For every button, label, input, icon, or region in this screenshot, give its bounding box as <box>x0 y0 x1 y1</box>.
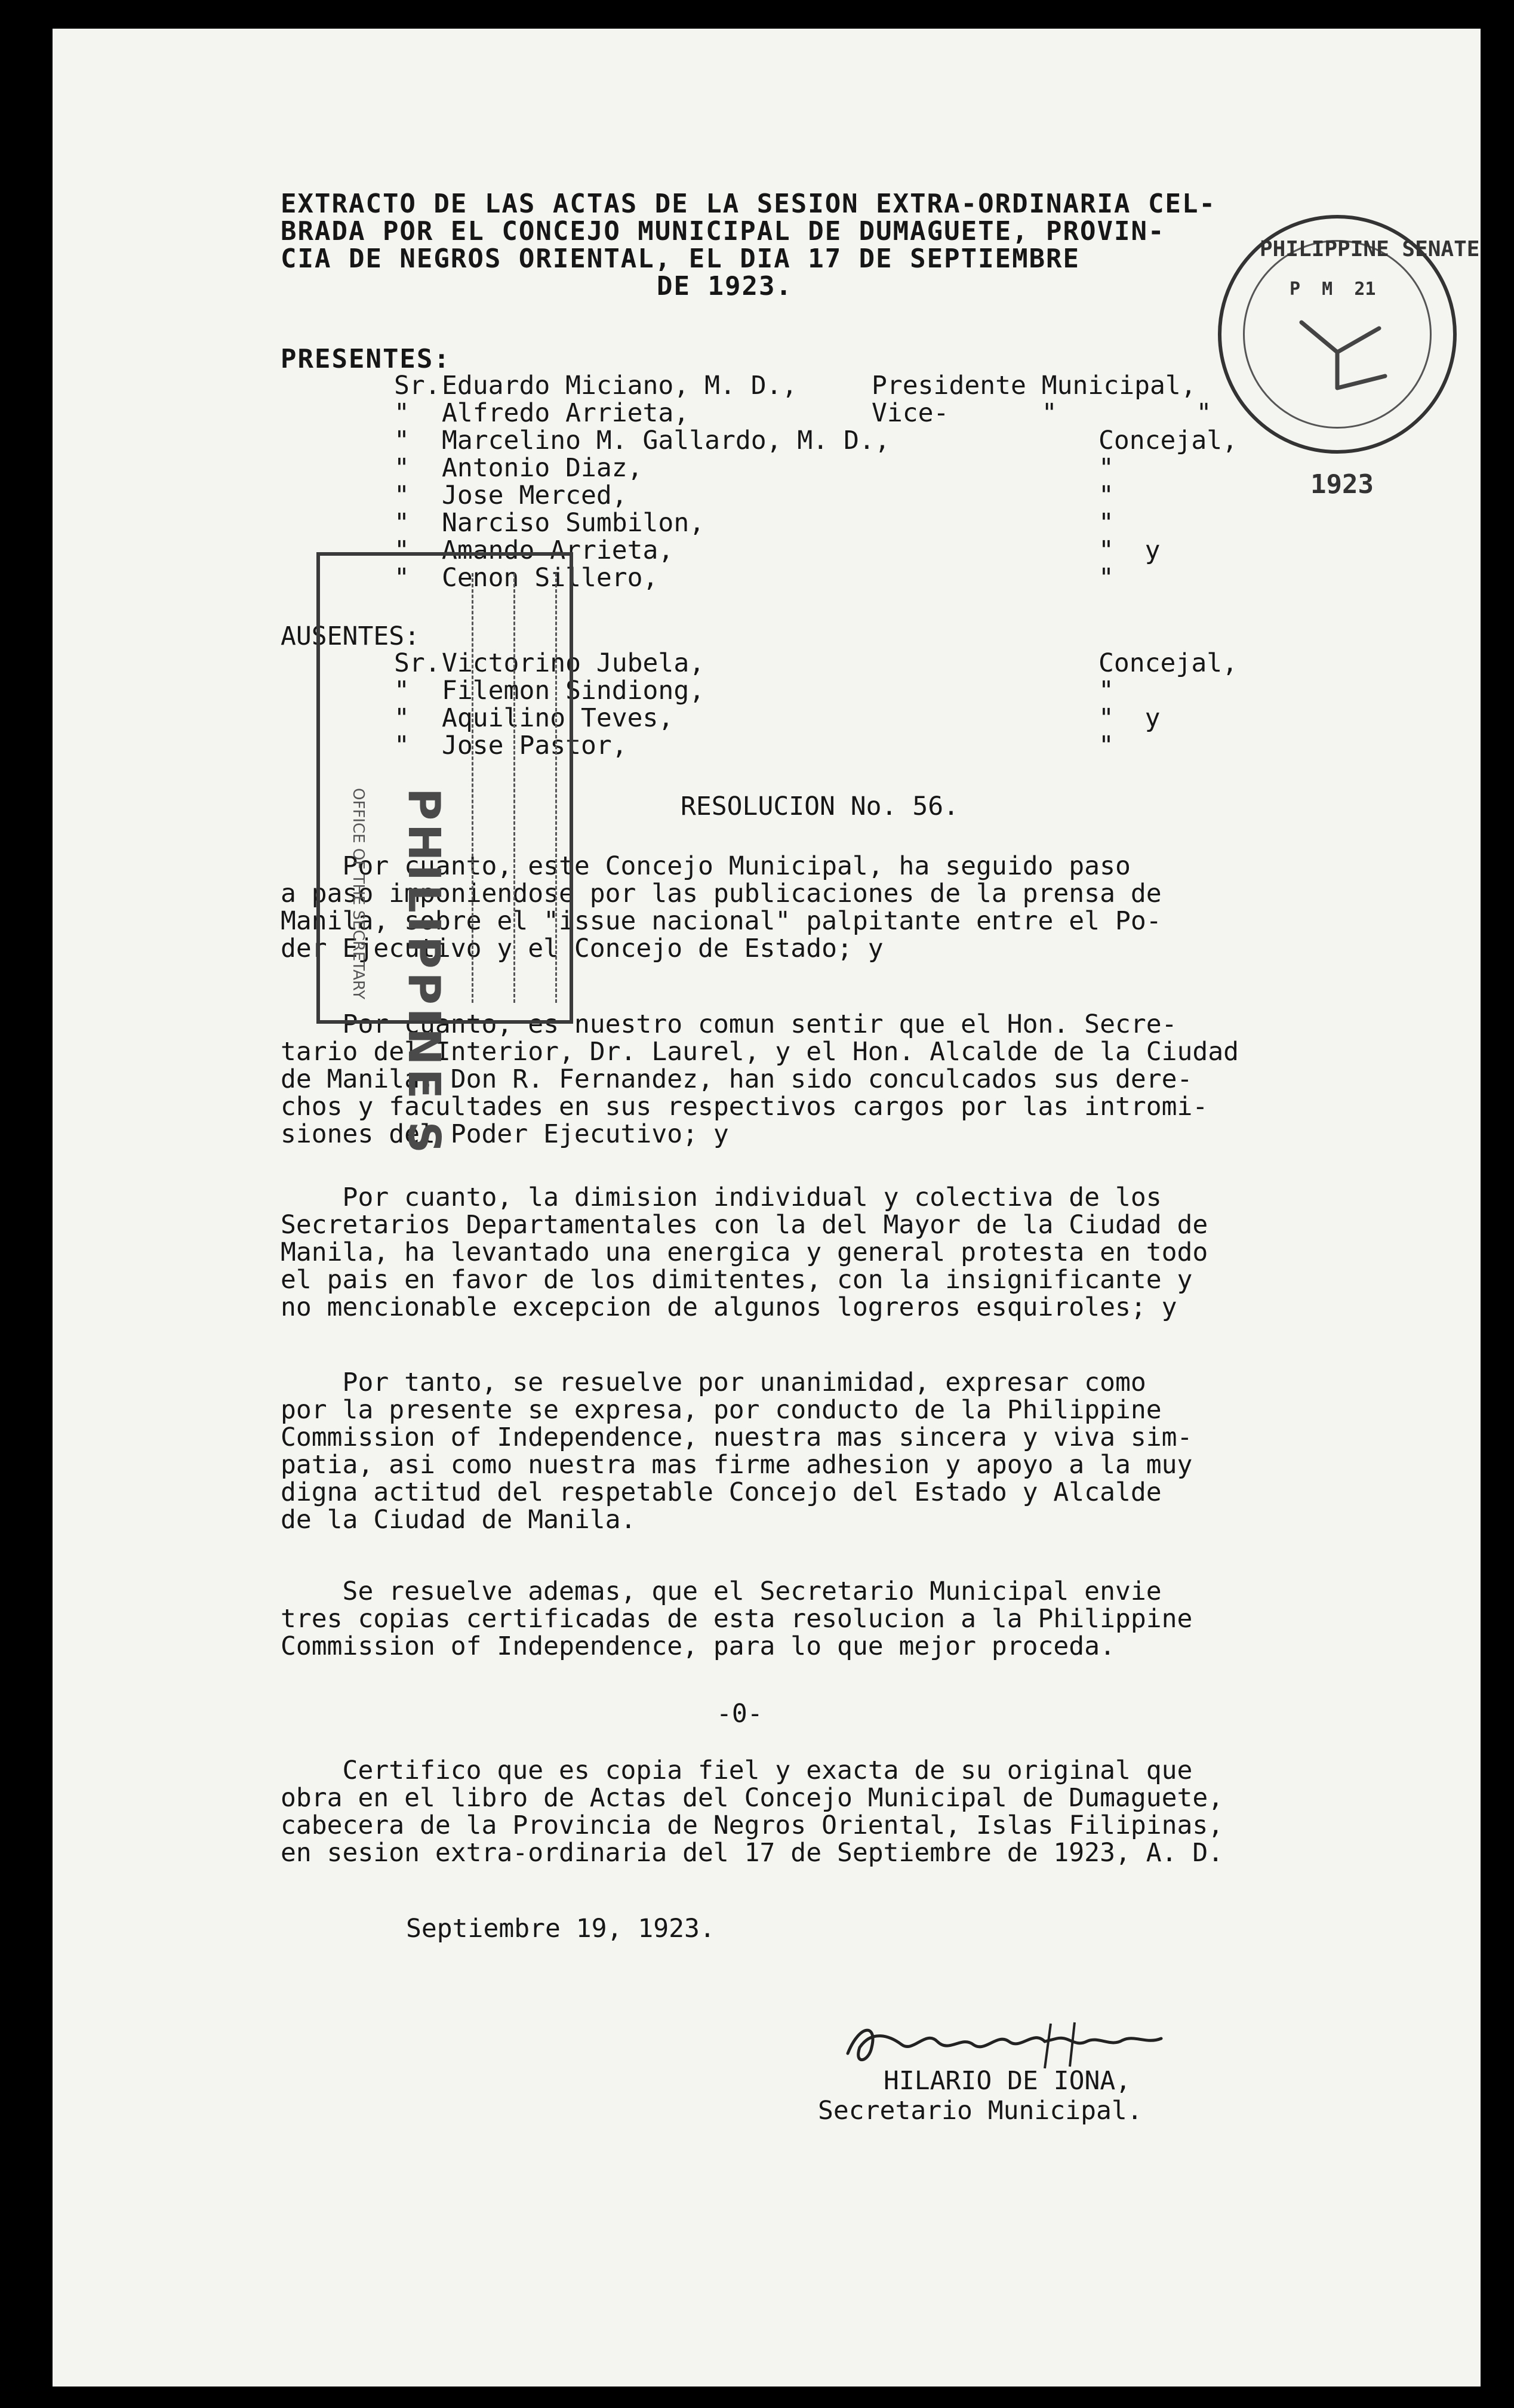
signer-position: Secretario Municipal. <box>818 2096 1143 2126</box>
paragraph-line: chos y facultades en sus respectivos cargos por las intromi- <box>281 1092 1208 1122</box>
attendee-title: " <box>1098 508 1114 538</box>
absentee-prefix: Sr. <box>394 648 441 678</box>
attendee-prefix: " <box>394 453 410 483</box>
header-line: EXTRACTO DE LAS ACTAS DE LA SESION EXTRA-ORDINARIA CEL- <box>281 189 1216 219</box>
paragraph-line: el pais en favor de los dimitentes, con la insignificante y <box>281 1265 1193 1295</box>
paragraph-line: de la Ciudad de Manila. <box>281 1505 636 1535</box>
attendee-name: Amando Arrieta, <box>442 535 674 565</box>
stamp-dashed-line <box>513 573 515 1003</box>
attendee-prefix: " <box>394 535 410 565</box>
paragraph-line: Manila, sobre el "issue nacional" palpitante entre el Po- <box>281 906 1162 936</box>
resolution-title: RESOLUCION No. 56. <box>681 792 959 821</box>
signer-name: HILARIO DE IONA, <box>884 2066 1131 2096</box>
attendee-title: " <box>1098 563 1114 593</box>
presentes-label: PRESENTES: <box>281 344 451 374</box>
paragraph-line: a paso imponiendose por las publicaciones de la prensa de <box>281 879 1162 909</box>
ausentes-label: AUSENTES: <box>281 621 420 651</box>
paragraph-line: digna actitud del respetable Concejo del Estado y Alcalde <box>281 1477 1162 1507</box>
paragraph-line: Manila, ha levantado una energica y general protesta en todo <box>281 1237 1208 1267</box>
absentee-name: Aquilino Teves, <box>442 703 674 733</box>
attendee-name: Cenon Sillero, <box>442 563 658 593</box>
attendee-title: Presidente Municipal, <box>872 371 1196 401</box>
paragraph-line: patia, asi como nuestra mas firme adhesion y apoyo a la muy <box>281 1450 1193 1480</box>
stamp-dashed-line <box>472 573 473 1003</box>
paragraph-line: Commission of Independence, para lo que mejor proceda. <box>281 1631 1115 1661</box>
paragraph-line: Secretarios Departamentales con la del Mayor de la Ciudad de <box>281 1210 1208 1240</box>
certification-line: en sesion extra-ordinaria del 17 de Septiembre de 1923, A. D. <box>281 1838 1224 1868</box>
attendee-prefix: Sr. <box>394 371 441 401</box>
separator: -0- <box>716 1699 763 1729</box>
stamp-mark-icon <box>1266 287 1409 406</box>
paragraph-line: tres copias certificadas de esta resolucion a la Philippine <box>281 1604 1193 1634</box>
attendee-name: Antonio Diaz, <box>442 453 643 483</box>
absentee-name: Jose Pastor, <box>442 731 627 760</box>
attendee-name: Narciso Sumbilon, <box>442 508 705 538</box>
paragraph-line: por la presente se expresa, por conducto de la Philippine <box>281 1395 1162 1425</box>
handwritten-signature <box>836 2012 1170 2077</box>
header-line: BRADA POR EL CONCEJO MUNICIPAL DE DUMAGUETE, PROVIN- <box>281 216 1165 247</box>
paragraph-line: Se resuelve ademas, que el Secretario Municipal envie <box>281 1576 1162 1606</box>
round-stamp-text: PHILIPPINE SENATE <box>1260 237 1480 261</box>
certification-line: obra en el libro de Actas del Concejo Municipal de Dumaguete, <box>281 1783 1224 1813</box>
paragraph-line: Commission of Independence, nuestra mas sincera y viva sim- <box>281 1422 1193 1452</box>
paragraph-line: der Ejecutivo y el Concejo de Estado; y <box>281 934 884 963</box>
stamp-dashed-line <box>555 573 557 1003</box>
absentee-name: Victorino Jubela, <box>442 648 705 678</box>
absentee-name: Filemon Sindiong, <box>442 676 705 706</box>
attendee-name: Jose Merced, <box>442 481 627 510</box>
attendee-title: " y <box>1098 535 1161 565</box>
attendee-title: " <box>1098 481 1114 510</box>
paragraph-line: no mencionable excepcion de algunos logreros esquiroles; y <box>281 1292 1177 1322</box>
paragraph-line: tario del Interior, Dr. Laurel, y el Hon. Alcalde de la Ciudad <box>281 1037 1239 1067</box>
header-line: CIA DE NEGROS ORIENTAL, EL DIA 17 DE SEPTIEMBRE <box>281 244 1081 274</box>
attendee-prefix: " <box>394 563 410 593</box>
round-stamp-marks: P M 21 <box>1290 279 1376 300</box>
absentee-prefix: " <box>394 731 410 760</box>
header-line: DE 1923. <box>657 271 793 301</box>
absentee-prefix: " <box>394 676 410 706</box>
paragraph-line: siones del Poder Ejecutivo; y <box>281 1119 729 1149</box>
paragraph-line: Por cuanto, la dimision individual y colectiva de los <box>281 1183 1162 1212</box>
paragraph-line: Por cuanto, este Concejo Municipal, ha seguido paso <box>281 851 1131 881</box>
absentee-title: " <box>1098 676 1114 706</box>
attendee-prefix: " <box>394 426 410 455</box>
certification-line: cabecera de la Provincia de Negros Oriental, Islas Filipinas, <box>281 1810 1224 1840</box>
attendee-prefix: " <box>394 508 410 538</box>
attendee-title: " <box>1098 453 1114 483</box>
attendee-name: Alfredo Arrieta, <box>442 398 690 428</box>
attendee-prefix: " <box>394 398 410 428</box>
absentee-prefix: " <box>394 703 410 733</box>
paragraph-line: de Manila, Don R. Fernandez, han sido conculcados sus dere- <box>281 1064 1193 1094</box>
certification-date: Septiembre 19, 1923. <box>406 1914 715 1944</box>
paragraph-line: Por tanto, se resuelve por unanimidad, expresar como <box>281 1368 1146 1397</box>
round-stamp-year: 1923 <box>1310 469 1374 500</box>
absentee-title: Concejal, <box>1098 648 1238 678</box>
absentee-title: " <box>1098 731 1114 760</box>
certification-line: Certifico que es copia fiel y exacta de su original que <box>281 1756 1193 1785</box>
paragraph-line: Por cuanto, es nuestro comun sentir que el Hon. Secre- <box>281 1009 1177 1039</box>
attendee-title: Concejal, <box>1098 426 1238 455</box>
attendee-prefix: " <box>394 481 410 510</box>
absentee-title: " y <box>1098 703 1161 733</box>
attendee-name: Marcelino M. Gallardo, M. D., <box>442 426 890 455</box>
attendee-title: Vice- " " <box>872 398 1212 428</box>
attendee-name: Eduardo Miciano, M. D., <box>442 371 798 401</box>
